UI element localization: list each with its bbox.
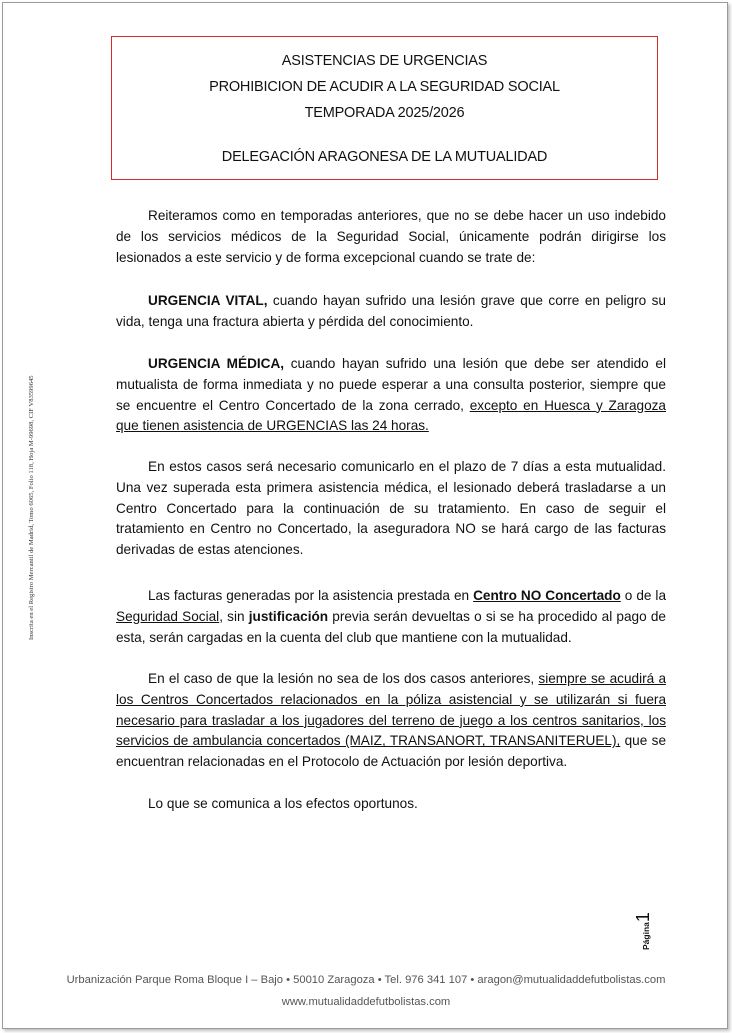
paragraph-invoices bbox=[116, 586, 666, 648]
paragraph-intro bbox=[116, 206, 666, 268]
invoices-text-a: Las facturas generadas por la asistencia prestada en bbox=[148, 588, 474, 603]
paragraph-notification-text: En estos casos será necesario comunicarlo en el plazo de 7 días a esta mutualidad. Una vez superada esta primera asistencia médica, el lesionado deberá trasladarse a un Centro Concertado para la continuación de su tratamiento. En caso de seguir el tratamiento en Centro no Concertado, la aseguradora NO se hará cargo de las facturas derivadas de estas atenciones. bbox=[116, 459, 666, 558]
header-title: ASISTENCIAS DE URGENCIAS bbox=[281, 53, 488, 69]
urgencia-medica-text: cuando hayan sufrido una lesión que debe ser atendido el mutualista de forma inmediata y no puede esperar a una consulta posterior, siempre que se encuentre el Centro Concertado de la zona cerrado, bbox=[116, 356, 667, 413]
other-cases-text-b: que se encuentran relacionadas en el Protocolo de Actuación por lesión deportiva. bbox=[116, 733, 667, 770]
urgencia-medica-exception: excepto en Huesca y Zaragoza que tienen asistencia de URGENCIAS las 24 horas. bbox=[116, 397, 666, 434]
paragraph-urgencia-vital bbox=[116, 291, 666, 333]
header-season: TEMPORADA 2025/2026 bbox=[304, 105, 465, 121]
centro-no-concertado: Centro NO Concertado bbox=[473, 588, 621, 603]
document-header bbox=[111, 36, 658, 180]
footer-website: www.mutualidaddefutbolistas.com bbox=[281, 996, 451, 1008]
page-number-value: 1 bbox=[633, 912, 653, 923]
header-delegation: DELEGACIÓN ARAGONESA DE LA MUTUALIDAD bbox=[221, 149, 548, 165]
urgencia-vital-heading: URGENCIA VITAL, bbox=[148, 293, 268, 308]
registry-vertical-text: Inscrita en el Registro Mercantil de Madrid, Tomo 6065, Folio 118, Hoja M-99698, CIF V83599645 bbox=[28, 375, 35, 640]
paragraph-other-cases bbox=[116, 669, 666, 773]
other-cases-underlined: siempre se acudirá a los Centros Concertados relacionados en la póliza asistencial y se utilizarán si fuera necesario para trasladar a los jugadores del terreno de juego a los centros sanitarios, los servicios de ambulancia concertados (MAIZ, TRANSANORT, TRANSANITERUEL), bbox=[116, 671, 667, 749]
seguridad-social: Seguridad Social bbox=[116, 608, 220, 624]
invoices-text-b: o de la bbox=[620, 588, 667, 603]
invoices-text-d: previa serán devueltas o si se ha procedido al pago de esta, serán cargadas en la cuenta del club que mantiene con la mutualidad. bbox=[116, 608, 666, 645]
urgencia-medica-heading: URGENCIA MÉDICA, bbox=[148, 356, 285, 371]
header-subtitle: PROHIBICION DE ACUDIR A LA SEGURIDAD SOCIAL bbox=[209, 79, 560, 95]
paragraph-closing bbox=[116, 794, 666, 815]
footer-address: Urbanización Parque Roma Bloque I – Bajo • 50010 Zaragoza • Tel. 976 341 107 • aragon@mutualidaddefutbolistas.com bbox=[66, 974, 666, 986]
paragraph-urgencia-medica bbox=[116, 354, 666, 437]
paragraph-notification bbox=[116, 457, 666, 561]
other-cases-text-a: En el caso de que la lesión no sea de los dos casos anteriores, bbox=[148, 671, 539, 686]
page-number bbox=[633, 912, 654, 950]
invoices-text-c: , sin bbox=[219, 608, 249, 624]
page-number-label: Página bbox=[641, 922, 651, 950]
paragraph-intro-text: Reiteramos como en temporadas anteriores, que no se debe hacer un uso indebido de los servicios médicos de la Seguridad Social, únicamente podrán dirigirse los lesionados a este servicio y de forma excepcional cuando se trate de: bbox=[116, 208, 666, 265]
justificacion: justificación bbox=[248, 608, 329, 624]
urgencia-vital-text: cuando hayan sufrido una lesión grave que corre en peligro su vida, tenga una fractura abierta y pérdida del conocimiento. bbox=[116, 293, 666, 329]
paragraph-closing-text: Lo que se comunica a los efectos oportunos. bbox=[148, 796, 418, 811]
